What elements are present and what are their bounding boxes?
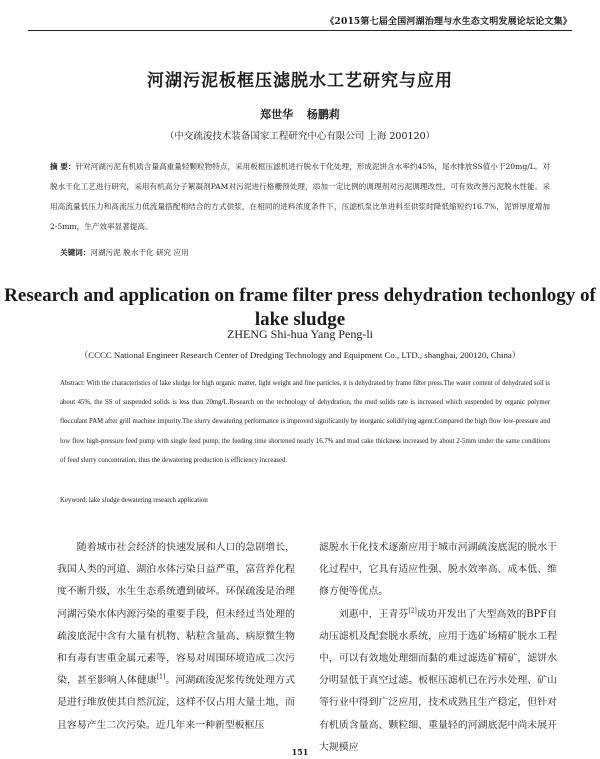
english-abstract [60,374,550,470]
left-paragraph-end: 。河湖疏浚泥浆传统处理方式是进行堆放使其自然沉淀，这样不仅占用大量土地，而且容易产生二次污染。近几年来一种新型板框压 [57,675,295,731]
english-keywords-text: lake sludge dewatering research application [88,497,208,504]
left-paragraph-text: 随着城市社会经济的快速发展和人口的急剧增长，我国人类的河道、湖泊水体污染日益严重，富营养化程度不断升级，水生生态系统遭到破坏。环保疏浚是治理河湖污染水体内源污染的重要手段，但未经过当处理的疏浚底泥中含有大量有机物、粘粒含量高、病原微生物和有毒有害重金属元素等，容易对周围环境造成二次污染，甚至影响人体健康 [57,542,295,687]
citation-2: [2] [408,607,417,615]
body-column-left [57,537,295,737]
english-keywords-label: Keyword: [60,497,88,504]
english-abstract-label: Abstract: [60,380,85,387]
body-column-right [319,537,557,753]
chinese-keywords [60,247,189,258]
chinese-abstract [50,157,550,237]
page-number: 151 [291,747,309,757]
right-paragraph-1: 滤脱水干化技术逐渐应用于城市河湖疏浚底泥的脱水干化过程中，它具有适应性强、脱水效率高、成本低、维修方便等优点。 [319,542,557,598]
english-authors: ZHENG Shi-hua Yang Peng-li [227,327,373,341]
running-head: 《2015第七届全国河湖治理与水生态文明发展论坛论文集》 [325,17,572,27]
citation-1: [1] [156,673,166,681]
right-paragraph-2-end: 成功开发出了大型高效的BPF自动压滤机及配套脱水系统，应用于选矿场精矿脱水工程中，可以有效地处理细而黏的难过滤选矿精矿，滤饼水分明显低于真空过滤。板框压滤机已在污水处理、矿山等行业中得到广泛应用，技术成熟且生产稳定，但针对有机质含量高、颗粒细、重量轻的河湖底泥中尚未展开大规模应 [319,608,557,753]
english-title: Research and application on frame filter press dehydration techonlogy of lake sludge [4,285,596,330]
english-abstract-text: With the characteristics of lake sludge for high organic matter, light weight and fine particles, it is dehydrated by frame filter press.The water content of dehydrated soil is about 45%, the SS of suspended solids is less than 20mg/L.Research on the technology of dehydration, the mud solids rate is increased which suspended by organic polymer flocculant PAM after grill machine impurity.The slurry dewatering performance is improved significantly by inorganic solidifying agent.Compared the high flow low-pressure and low flow high-pressure feed pump with single feed pump, the feeding time shortened nearly 16.7% and mud cake thickness increased by about 2-5mm under the same conditions of feed slurry concentration, thus the dewatering production is efficiency increased. [60,380,551,464]
right-paragraph-2 [319,604,557,759]
chinese-authors: 郑世华 杨鹏莉 [260,108,340,121]
chinese-affiliation: （中交疏浚技术装备国家工程研究中心有限公司 上海 200120） [164,131,436,142]
chinese-abstract-text: 针对河湖污泥有机质含量高重量轻颗粒物特点，采用板框压滤机进行脱水干化处理，形成泥饼含水率约45%，尾水排放SS值小于20mg/L。对脱水干化工艺进行研究，采用有机高分子絮凝剂PAM对污泥进行格栅预处理，添加一定比例的调理剂对污泥调理改性，可有效改善污泥脱水性能。采用高流量低压力和高流压力低流量搭配相结合的方式供浆，在相同的进料浓度条件下，压滤机泵比单进料至供浆时降低缩短约16.7%，泥饼厚度增加2-5mm，生产效率显著提高。 [50,162,551,231]
header-rule [28,30,572,31]
chinese-keywords-text: 河湖污泥 脱水干化 研究 应用 [90,248,189,257]
chinese-abstract-label: 摘 要： [50,162,76,171]
english-affiliation: （CCCC National Engineer Research Center of Dredging Technology and Equipment Co., LTD., shanghai, 200120, China） [79,350,521,360]
english-keywords [60,497,208,504]
chinese-title: 河湖污泥板框压滤脱水工艺研究与应用 [147,71,453,91]
right-paragraph-2-start: 刘惠中，王青芬 [338,608,409,620]
chinese-keywords-label: 关键词： [60,248,91,257]
